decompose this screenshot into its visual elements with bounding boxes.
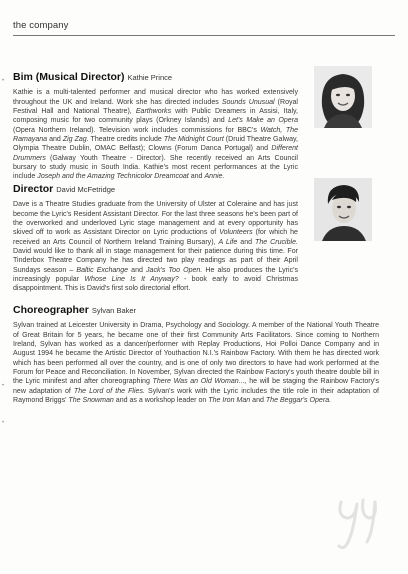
bio-italic-run: Watch, The Ramayana: [13, 126, 298, 144]
bio-italic-run: Zig Zag.: [62, 136, 89, 144]
portrait-woman-icon: [314, 66, 372, 128]
bio-run: with Public Dreamers in Assisi, Italy, composing music for two community plays (Orkney Islands) and: [13, 108, 298, 125]
section-heading: [13, 172, 298, 198]
bio-italic-run: A Life: [218, 238, 238, 246]
bio-text: [13, 321, 379, 405]
bio-run: He also produces the Lyric's increasingly popular: [13, 266, 298, 284]
role-title: Bim (Musical Director): [13, 71, 125, 83]
bio-text: [13, 200, 298, 293]
bio-italic-run: Joseph and the Amazing Technicolor Dreamcoat: [37, 173, 189, 181]
bio-section-musical-director: [13, 60, 298, 182]
bio-italic-run: Baltic Exchange: [76, 266, 129, 274]
role-title: Director: [13, 183, 54, 195]
bio-italic-run: Different Drummers: [13, 145, 298, 162]
bio-run: and: [237, 238, 256, 246]
bio-italic-run: Whose Line Is It Anyway?: [84, 276, 179, 284]
person-name: Sylvan Baker: [91, 306, 137, 315]
bio-italic-run: Volunteers: [219, 229, 253, 237]
margin-mark: •: [2, 420, 5, 426]
bio-run: and as a workshop leader on: [113, 397, 209, 405]
bio-run: Sylvan's work with the Lyric includes the title role in their adaptation of Raymond Briggs': [13, 387, 380, 405]
bio-italic-run: Annie.: [204, 173, 225, 181]
section-heading: [13, 60, 298, 86]
bio-run: and: [47, 136, 63, 144]
person-name: Kathie Prince: [127, 73, 173, 82]
bio-italic-run: The Snowman: [68, 397, 114, 405]
bio-italic-run: The Iron Man: [208, 397, 251, 405]
bio-run: (Druid Theatre Galway, Olympia Theatre Dublin, OMAC Belfast); Clowns (Forum Danca Portugal) and: [13, 136, 298, 153]
margin-mark: •: [2, 78, 5, 84]
bio-run: he will be staging the Rainbow Factory's new adaptation of: [13, 378, 379, 395]
bio-section-choreographer: [13, 293, 379, 405]
lyric-y-logo-icon: [333, 494, 381, 557]
bio-run: (for which he received an Arts Council of Northern Ireland Training Bursary),: [13, 229, 298, 246]
person-name: David McFetridge: [56, 185, 116, 194]
bio-run: (Royal Festival Hall and National Theatre),: [13, 98, 299, 116]
bio-run: (Opera Northern Ireland). Television work includes commissions for BBC's: [13, 126, 261, 134]
bio-italic-run: Sounds Unusual: [221, 98, 275, 106]
bio-italic-run: Let's Make an Opera: [228, 117, 298, 125]
portrait-man-icon: [314, 178, 372, 241]
bio-section-director: [13, 172, 298, 294]
bio-italic-run: The Lord of the Flies.: [73, 387, 145, 395]
bio-italic-run: Earthworks: [135, 108, 172, 116]
bio-italic-run: The Midnight Court: [163, 136, 224, 144]
bio-run: - book early to avoid Christmas disappointment. This is David's first solo directorial effort.: [13, 276, 298, 293]
bio-run: Sylvan trained at Leicester University in Drama, Psychology and Sociology. A member of the National Youth Theatre of Great Britain for 5 years, he became one of their first Community Arts Facilitators. Since coming to Northern Ireland, Sylvan has worked as a dancer/performer with Replay Productions, Hoi Polloi Dance Company and in August 1994 he became the Artistic Director of Youthaction N.I.'s Rainbow Factory. With them he has directed work which has been performed all over the country, and is one of only two directors to have had work performed at the Forum for Peace and Reconciliation. In November, Sylvan directed the Rainbow Factory's youth theatre double bill in the Lyric minifest and after choreographing: [13, 322, 379, 386]
bio-run: and: [188, 173, 205, 181]
bio-run: Theatre credits include: [88, 136, 164, 144]
role-title: Choreographer: [13, 304, 89, 316]
bio-run: (Galway Youth Theatre - Director). She recently received an Arts Council bursary to study music in South India. Kathie's most recent performances at the Lyric include: [13, 154, 298, 181]
bio-run: Kathie is a multi-talented performer and musical director who has worked extensively throughout the UK and Ireland. Work she has directed includes: [13, 89, 298, 106]
section-heading: [13, 293, 379, 319]
page-header: the company: [13, 20, 69, 31]
bio-italic-run: There Was an Old Woman...,: [152, 378, 247, 386]
header-rule: [13, 35, 395, 36]
bio-italic-run: The Crucible.: [255, 238, 298, 246]
bio-run: and: [250, 397, 266, 405]
bio-italic-run: Jack's Too Open.: [146, 266, 203, 274]
bio-run: David would like to thank all in stage management for their patience during this time. For Tinderbox Theatre Company he has directed two play readings as part of their April Sundays season –: [13, 248, 298, 274]
bio-run: and: [128, 266, 147, 274]
margin-mark: •: [2, 383, 5, 389]
bio-text: [13, 88, 298, 181]
bio-italic-run: The Beggar's Opera.: [265, 397, 332, 405]
bio-run: Dave is a Theatre Studies graduate from the University of Ulster at Coleraine and has just become the Lyric's Resident Assistant Director. For the last three seasons he's been part of the overworked and underloved Lyric stage management and at every opportunity has skived off to work as Assistant Director on Lyric productions of: [13, 201, 298, 237]
